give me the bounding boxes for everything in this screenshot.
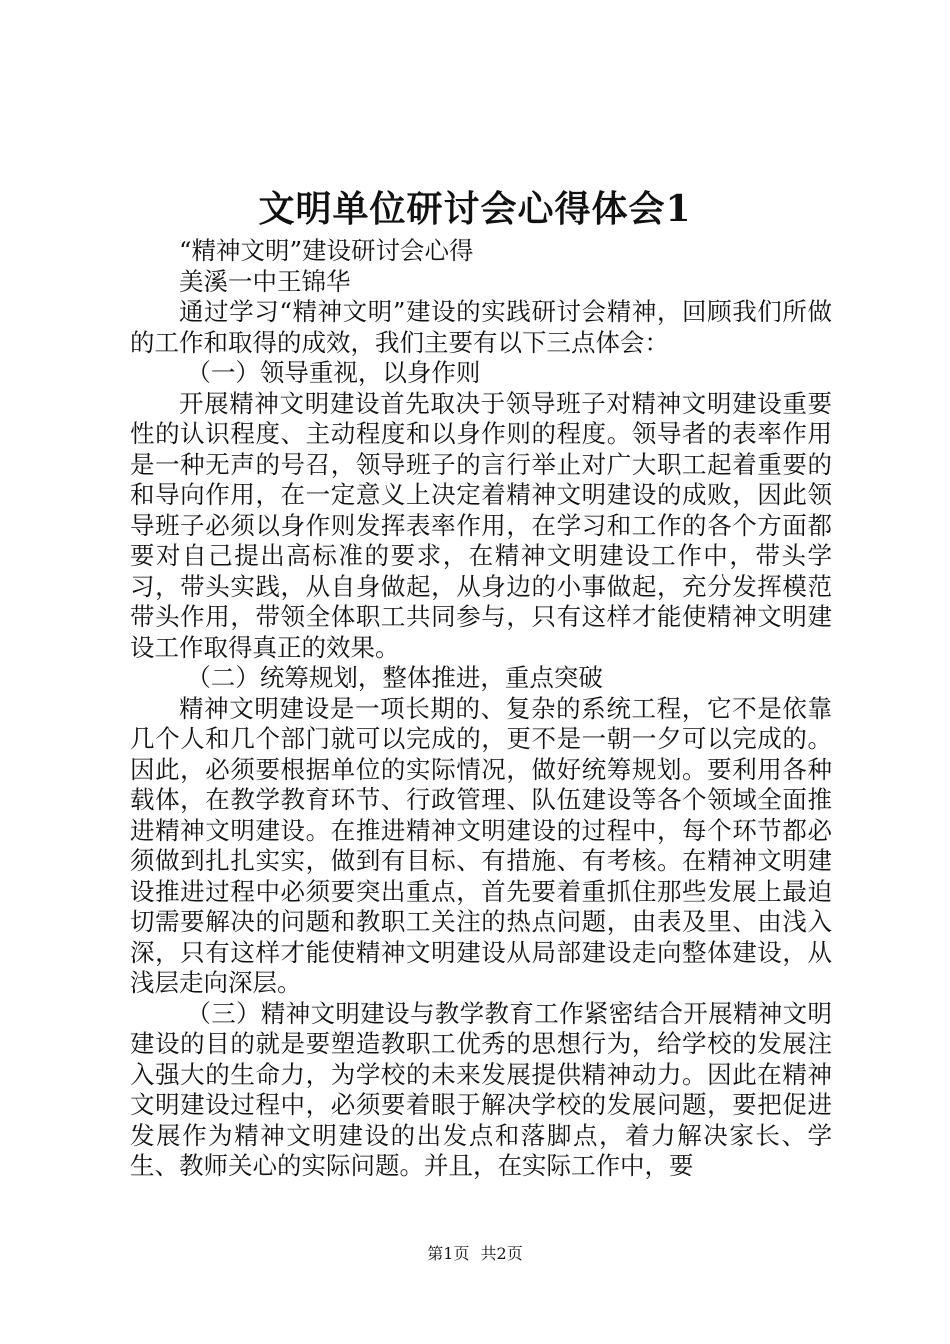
section-paragraph-1: 开展精神文明建设首先取决于领导班子对精神文明建设重要性的认识程度、主动程度和以身作则的程度。领导者的表率作用是一种无声的号召，领导班子的言行举止对广大职工起着重要的和导向作用，在一定意义上决定着精神文明建设的成败，因此领导班子必须以身作则发挥表率作用，在学习和工作的各个方面都要对自己提出高标准的要求，在精神文明建设工作中，带头学习，带头实践，从自身做起，从身边的小事做起，充分发挥模范带头作用，带领全体职工共同参与，只有这样才能使精神文明建设工作取得真正的效果。 (130, 388, 832, 662)
subtitle-paragraph: “精神文明”建设研讨会心得 (179, 236, 474, 265)
section-heading-2: （二）统筹规划，整体推进，重点突破 (186, 663, 603, 692)
section-paragraph-3: （三）精神文明建设与教学教育工作紧密结合开展精神文明建设的目的就是要塑造教职工优秀的思想行为，给学校的发展注入强大的生命力，为学校的未来发展提供精神动力。因此在精神文明建设过程中，必须要着眼于解决学校的发展问题，要把促进发展作为精神文明建设的出发点和落脚点，着力解决家长、学生、教师关心的实际问题。并且，在实际工作中，要 (130, 998, 832, 1180)
section-heading-1: （一）领导重视，以身作则 (186, 358, 481, 387)
page-footer (0, 1244, 950, 1264)
page-total: 共2页 (480, 1244, 523, 1263)
author-paragraph: 美溪一中王锦华 (179, 266, 351, 296)
page-number: 第1页 (427, 1244, 470, 1263)
document-title: 文明单位研讨会心得体会1 (258, 188, 692, 230)
intro-paragraph: 通过学习“精神文明”建设的实践研讨会精神，回顾我们所做的工作和取得的成效，我们主要有以下三点体会： (130, 297, 832, 357)
section-paragraph-2: 精神文明建设是一项长期的、复杂的系统工程，它不是依靠几个人和几个部门就可以完成的，更不是一朝一夕可以完成的。因此，必须要根据单位的实际情况，做好统筹规划。要利用各种载体，在教学教育环节、行政管理、队伍建设等各个领域全面推进精神文明建设。在推进精神文明建设的过程中，每个环节都必须做到扎扎实实，做到有目标、有措施、有考核。在精神文明建设推进过程中必须要突出重点，首先要着重抓住那些发展上最迫切需要解决的问题和教职工关注的热点问题，由表及里、由浅入深，只有这样才能使精神文明建设从局部建设走向整体建设，从浅层走向深层。 (130, 693, 832, 997)
document-body (130, 236, 832, 1182)
